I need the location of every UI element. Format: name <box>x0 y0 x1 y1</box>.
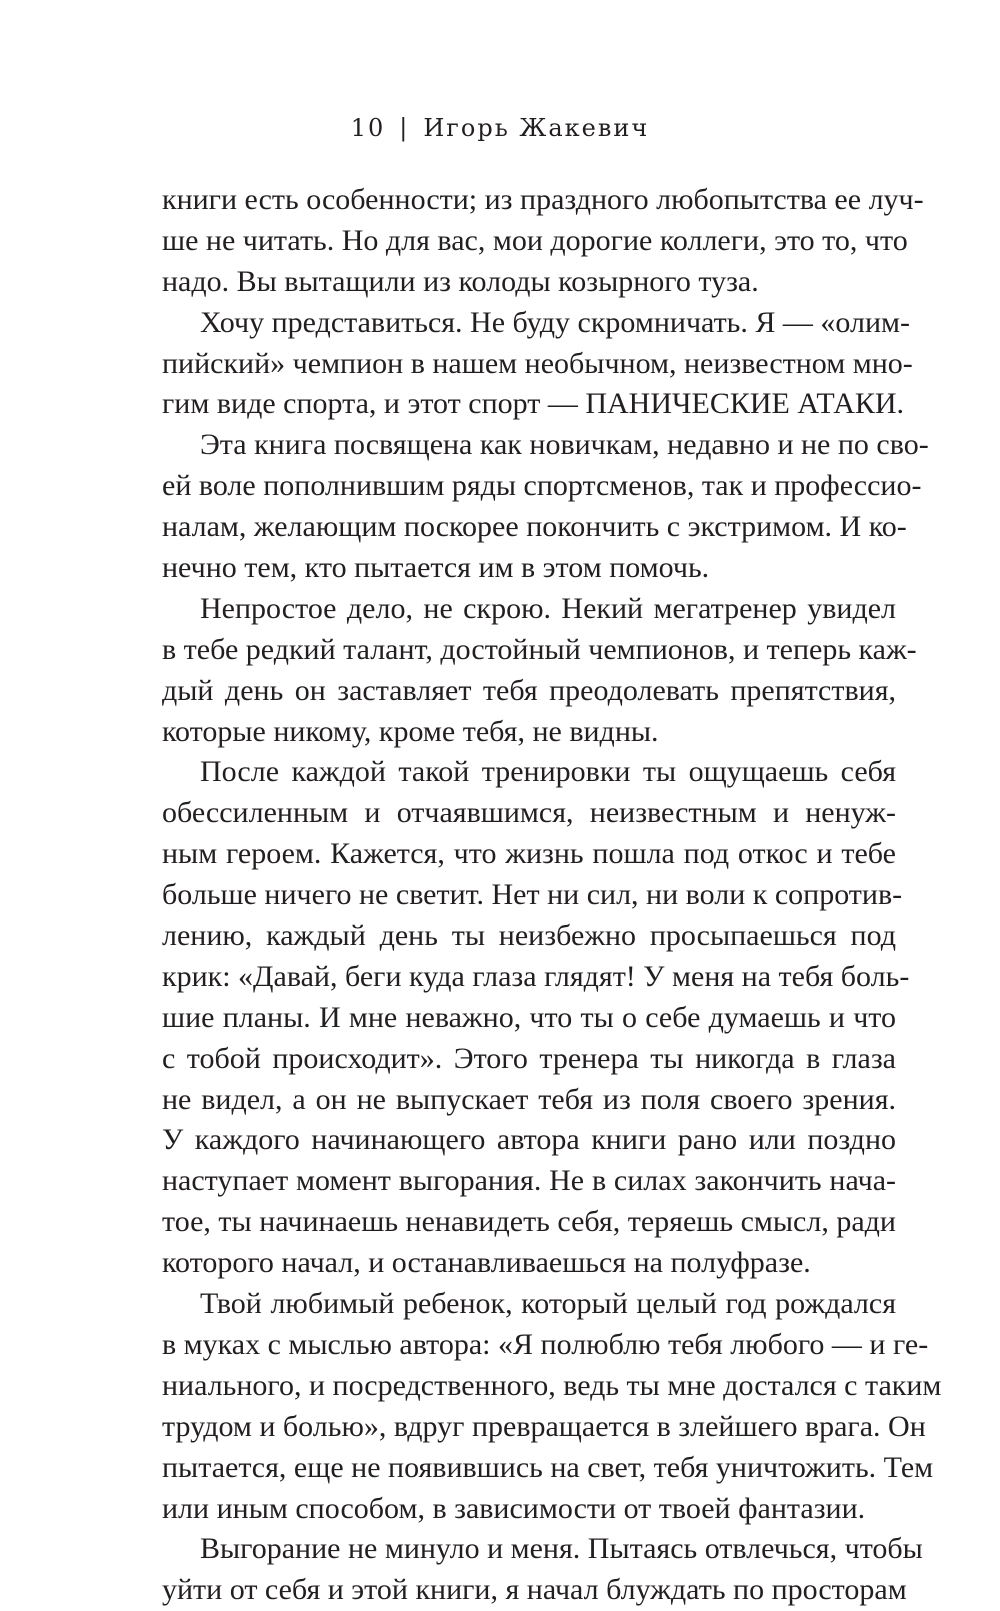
paragraph <box>162 180 924 303</box>
author-name: Игорь Жакевич <box>423 114 650 142</box>
text-line: трудом и болью», вдруг превращается в злейшего врага. Он <box>162 1409 926 1443</box>
text-line: Непростое дело, не скрою. Некий мегатренер увидел <box>200 591 896 625</box>
text-line: больше ничего не светит. Нет ни сил, ни воли к сопротив- <box>162 878 903 912</box>
paragraph <box>162 303 913 426</box>
text-line: ше не читать. Но для вас, мои дорогие коллеги, это то, что <box>162 223 908 257</box>
text-line: дый день он заставляет тебя преодолевать препятствия, <box>162 673 896 707</box>
text-line: наступает момент выгорания. Не в силах закончить нача- <box>162 1164 896 1198</box>
text-line: Эта книга посвящена как новичкам, недавно и не по сво- <box>200 428 929 462</box>
text-line: которого начал, и останавливаешься на полуфразе. <box>162 1246 811 1280</box>
text-line: в тебе редкий талант, достойный чемпионов, и теперь каж- <box>162 632 917 666</box>
text-line: лению, каждый день ты неизбежно просыпаешься под <box>162 919 896 953</box>
paragraph <box>162 589 917 753</box>
text-line: Хочу представиться. Не буду скромничать. Я — «олим- <box>200 305 910 339</box>
text-line: ным героем. Кажется, что жизнь пошла под откос и тебе <box>162 837 896 871</box>
text-line: тое, ты начинаешь ненавидеть себя, теряешь смысл, ради <box>162 1205 896 1239</box>
text-line: которые никому, кроме тебя, не видны. <box>162 714 659 748</box>
text-line: книги есть особенности; из праздного любопытства ее луч- <box>162 183 924 216</box>
text-line: После каждой такой тренировки ты ощущаешь себя <box>200 755 896 789</box>
text-line: У каждого начинающего автора книги рано или поздно <box>162 1123 896 1157</box>
paragraph <box>162 1284 942 1529</box>
header-separator: | <box>399 114 410 142</box>
text-line: налам, желающим поскорее покончить с экстримом. И ко- <box>162 510 907 544</box>
text-line: шие планы. И мне неважно, что ты о себе думаешь и что <box>162 1000 896 1034</box>
paragraph <box>162 1529 923 1611</box>
text-line: пийский» чемпион в нашем необычном, неизвестном мно- <box>162 346 913 380</box>
text-line: крик: «Давай, беги куда глаза глядят! У меня на тебя боль- <box>162 959 910 993</box>
text-line: или иным способом, в зависимости от твоей фантазии. <box>162 1491 866 1525</box>
text-line: обессиленным и отчаявшимся, неизвестным и ненуж- <box>162 796 896 830</box>
body-text <box>162 180 942 1611</box>
text-line: нечно тем, кто пытается им в этом помочь. <box>162 551 710 585</box>
paragraph <box>162 425 929 589</box>
text-line: гим виде спорта, и этот спорт — ПАНИЧЕСКИЕ АТАКИ. <box>162 387 905 421</box>
text-line: ей воле пополнившим ряды спортсменов, так и профессио- <box>162 469 922 503</box>
text-line: пытается, еще не появившись на свет, тебя уничтожить. Тем <box>162 1450 934 1484</box>
text-line: Выгорание не минуло и меня. Пытаясь отвлечься, чтобы <box>200 1532 923 1566</box>
paragraph <box>162 752 910 1284</box>
text-line: с тобой происходит». Этого тренера ты никогда в глаза <box>162 1041 896 1075</box>
text-line: надо. Вы вытащили из колоды козырного туза. <box>162 264 759 298</box>
text-line: уйти от себя и этой книги, я начал блуждать по просторам <box>162 1573 907 1607</box>
text-line: Твой любимый ребенок, который целый год рождался <box>200 1287 896 1321</box>
running-header <box>0 110 1000 146</box>
text-line: не видел, а он не выпускает тебя из поля своего зрения. <box>162 1082 896 1116</box>
text-line: ниального, и посредственного, ведь ты мне достался с таким <box>162 1368 942 1402</box>
page-number: 10 <box>350 114 386 142</box>
text-line: в муках с мыслью автора: «Я полюблю тебя любого — и ге- <box>162 1327 929 1361</box>
